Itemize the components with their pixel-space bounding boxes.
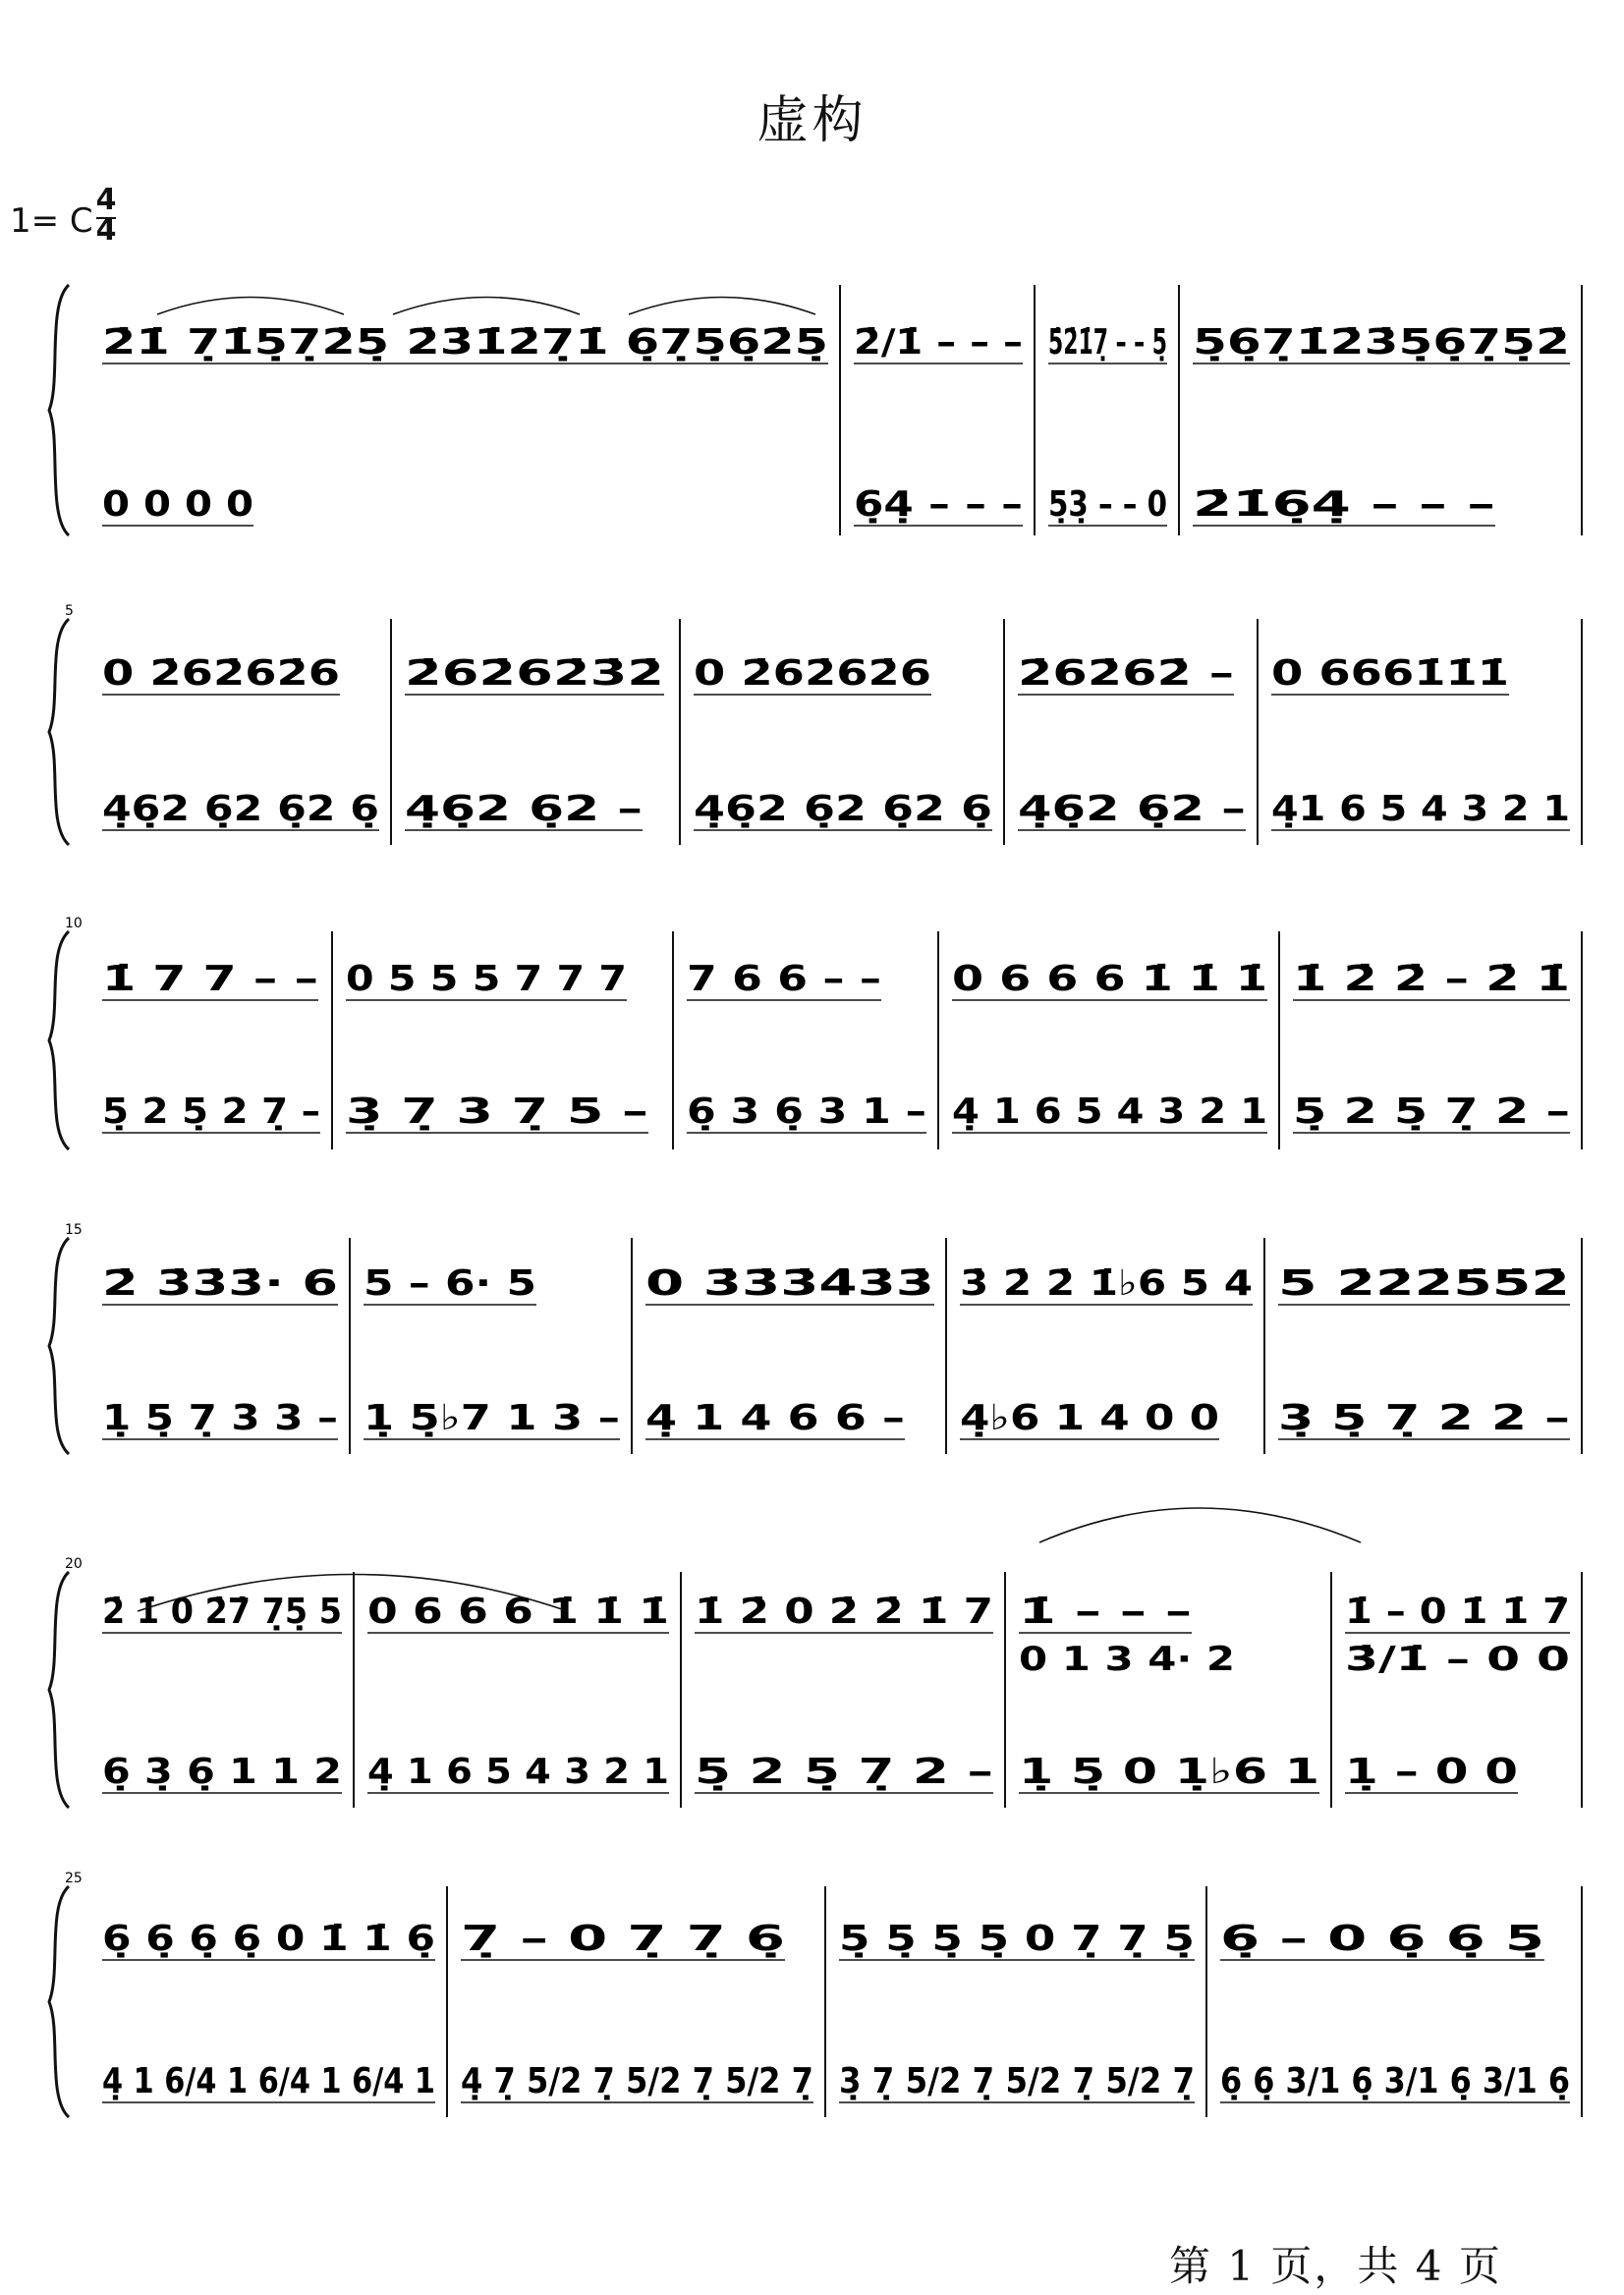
time-signature-bottom: 4: [95, 213, 117, 248]
bass-measure: 1̣ 5̣ 7̣ 3 3 –: [102, 1398, 338, 1438]
measure-number: 20: [65, 1556, 83, 1572]
measure-number: 10: [65, 916, 83, 931]
system-brace: [49, 1572, 69, 1808]
bass-measure: 5̣ 2 5̣ 2 7̣ –: [102, 1092, 320, 1132]
bass-measure: 3̣ 7̣ 3 7̣ 5 –: [346, 1092, 648, 1132]
treble-measure: 2̇1̇ 7̣1̇5̣7̣2̇5̣ 2̇3̇1̇2̇7̣1̇ 6̣7̣5̣6̣2̇5̣: [102, 322, 828, 363]
treble-measure: 3̇ 2̇ 2̇ 1̇♭6 5 4: [960, 1263, 1253, 1304]
time-signature-top: 4: [95, 183, 117, 217]
bass-measure: 4̣1 6 5 4 3 2 1: [1271, 789, 1570, 829]
treble-measure: 1̇ – 0 1̇ 1̇ 7̇: [1345, 1592, 1570, 1632]
bass-measure: 4̣ 7̣ 5/2 7̣ 5/2 7̣ 5/2 7̣: [461, 2061, 813, 2101]
measure-number: 15: [65, 1222, 83, 1238]
treble-measure: 7̣ – 0 7̣ 7̣ 6̣: [461, 1919, 785, 1959]
phrase-slur: [1039, 1508, 1361, 1542]
treble-measure: 7 6 6 – –: [687, 959, 881, 999]
bass-measure: 0 0 0 0: [102, 484, 253, 525]
bass-measure: 5̣3̣ – – 0: [1048, 484, 1167, 525]
system-brace: [49, 1238, 69, 1454]
treble-measure: 6̣ – 0 6̣ 6̣ 5̣: [1220, 1919, 1544, 1959]
middle-voice-measure: 3̇/1̇ – 0 0: [1345, 1640, 1570, 1679]
treble-measure: 2̇62̇62̇3̇2̇: [405, 653, 664, 694]
song-title: 虚构: [756, 91, 868, 150]
bass-measure: 6̣ 3̣ 6̣ 1 1 2: [102, 1752, 342, 1792]
bass-measure: 1̣ – 0 0: [1345, 1752, 1518, 1792]
tuplet-slur: [629, 298, 815, 315]
treble-measure: 2̇/1̇ – – –: [854, 322, 1023, 363]
measure-number: 25: [65, 1871, 83, 1886]
treble-measure: 1̇ – – –: [1019, 1592, 1192, 1632]
bass-measure: 4̣ 1 6/4 1 6/4 1 6/4 1: [102, 2061, 435, 2101]
page-footer: 第 1 页，共 4 页: [1169, 2242, 1502, 2290]
treble-measure: 1̇ 7 7 – –: [102, 959, 318, 999]
treble-measure: 1̇ 2̇ 0 2̇ 2̇ 1̇ 7: [695, 1592, 993, 1632]
system-brace: [49, 619, 69, 845]
treble-measure: 0 6 6 6 1̇ 1̇ 1̇: [367, 1592, 669, 1632]
treble-measure: 0 2̇62̇62̇6: [102, 653, 340, 694]
bass-measure: 4̣ 1 6 5 4 3 2 1: [367, 1752, 669, 1792]
system-brace: [49, 931, 69, 1149]
bass-measure: 4̣6̣2 6̣2 –: [405, 789, 643, 829]
bass-measure: 5̣ 2 5̣ 7̣ 2 –: [1293, 1092, 1570, 1132]
bass-measure: 4̣ 1 6 5 4 3 2 1: [952, 1092, 1267, 1132]
bass-measure: 4̣6̣2 6̣2 –: [1018, 789, 1246, 829]
tuplet-slur: [393, 298, 580, 315]
treble-measure: 5 2̇2̇2̇5̇5̇2̇: [1278, 1263, 1570, 1304]
bass-measure: 4̣6̣2 6̣2 6̣2 6̣: [102, 789, 379, 829]
treble-measure: 5̇2̇1̇7̣ – – 5̣: [1048, 322, 1167, 363]
bass-measure: 3̣ 5̣ 7̣ 2 2 –: [1278, 1398, 1570, 1438]
key-signature: 1= C: [10, 201, 93, 241]
treble-measure: 0 6661̇1̇1̇: [1271, 653, 1509, 694]
bass-measure: 4̣6̣2 6̣2 6̣2 6̣: [694, 789, 992, 829]
treble-measure: 0 3̇3̇3̇4̇3̇3̇: [645, 1263, 934, 1304]
treble-measure: 5̣6̣7̣1̇2̇3̇5̣6̣7̣5̣2̇: [1193, 322, 1570, 363]
middle-voice-measure: 0 1 3 4· 2: [1019, 1640, 1235, 1679]
bass-measure: 5̣ 2 5̣ 7̣ 2 –: [695, 1752, 993, 1792]
bass-measure: 2̇1̇6̣4̣ – – –: [1193, 484, 1495, 525]
system-brace: [49, 1886, 69, 2117]
treble-measure: 0 5 5 5 7 7 7: [346, 959, 627, 999]
treble-measure: 5̣ 5̣ 5̣ 5̣ 0 7̣ 7̣ 5̣: [839, 1919, 1195, 1959]
system-brace: [49, 285, 69, 535]
treble-measure: 0 6 6 6 1̇ 1̇ 1̇: [952, 959, 1267, 999]
treble-measure: 2̇62̇62̇ –: [1018, 653, 1234, 694]
measure-number: 5: [65, 603, 74, 619]
tuplet-slur: [157, 298, 344, 315]
treble-measure: 0 2̇62̇62̇6: [694, 653, 931, 694]
treble-measure: 2̇ 3̇3̇3̇· 6: [102, 1263, 338, 1304]
treble-measure: 5 – 6· 5: [364, 1263, 536, 1304]
treble-measure: 6̣ 6̣ 6̣ 6̣ 0 1̇ 1̇ 6̣: [102, 1919, 435, 1959]
bass-measure: 1̣ 5̣♭7 1 3 –: [364, 1398, 620, 1438]
treble-measure: 1̇ 2̇ 2̇ – 2̇ 1̇: [1293, 959, 1570, 999]
bass-measure: 6̣ 6̣ 3/1 6̣ 3/1 6̣ 3/1 6̣: [1220, 2061, 1570, 2101]
bass-measure: 4̣♭6 1 4 0 0: [960, 1398, 1219, 1438]
bass-measure: 1̣ 5̣ 0 1̣♭6 1: [1019, 1752, 1319, 1792]
bass-measure: 3̣ 7̣ 5/2 7̣ 5/2 7̣ 5/2 7̣: [839, 2061, 1195, 2101]
bass-measure: 4̣ 1 4 6 6 –: [645, 1398, 905, 1438]
treble-measure: 2̇ 1̇ 0 2̇7̇ 7̣5̣ 5: [102, 1592, 342, 1632]
bass-measure: 6̣4̣ – – –: [854, 484, 1023, 525]
bass-measure: 6̣ 3 6̣ 3 1 –: [687, 1092, 926, 1132]
